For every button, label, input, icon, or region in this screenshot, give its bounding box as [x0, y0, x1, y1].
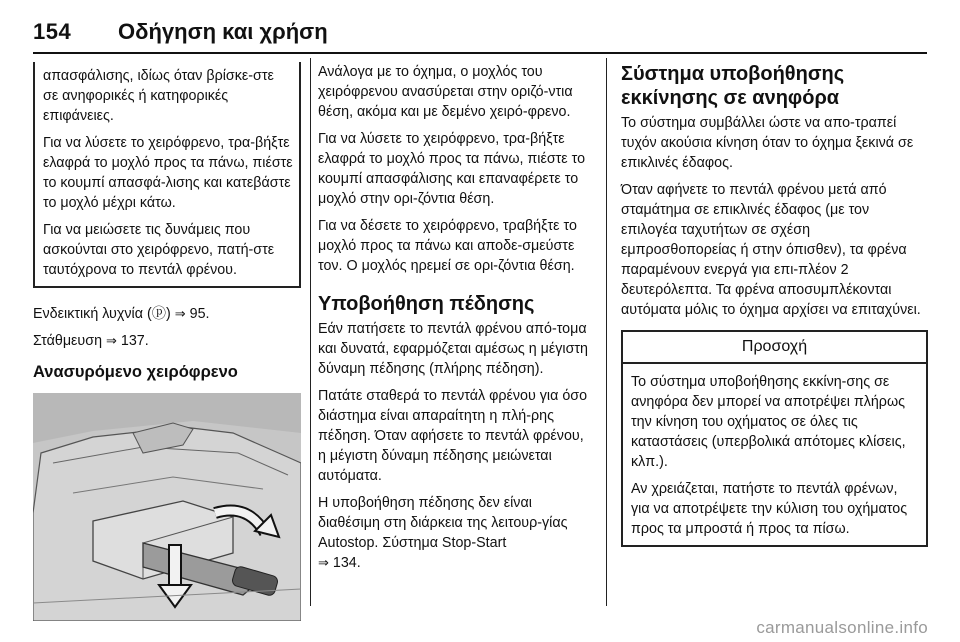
- indicator-reference: Ενδεικτική λυχνία (ⓟ) ⇒ 95.: [33, 306, 210, 322]
- paragraph: Η υποβοήθηση πέδησης δεν είναι διαθέσιμη στη διάρκεια της λειτουρ-γίας Autostop. Σύστημα Stop-Start: [318, 495, 568, 551]
- column-left: [33, 62, 301, 621]
- page-reference-link[interactable]: 134.: [332, 555, 361, 571]
- page-reference-link[interactable]: 137.: [120, 333, 149, 349]
- paragraph: Όταν αφήνετε το πεντάλ φρένου μετά από σταμάτημα σε επικλινές έδαφος (με τον επιλογέα ταχυτήτων σε σχέση εμπροσθοπορείας ή στην όπισθεν), τα φρένα παραμένουν ενεργά για επι-πλέον 2 δευτερόλεπτα. Τα φρένα αποσυμπλέκονται αυτόματα μόλις το όχημα αρχίσει να επιταχύνει.: [621, 182, 921, 318]
- page-reference-link[interactable]: 95.: [189, 306, 210, 322]
- paragraph: Ανάλογα με το όχημα, ο μοχλός του χειρόφρενου ανασύρεται στην οριζό-ντια θέση, ακόμα και με δεμένο χειρό-φρενο.: [318, 64, 573, 120]
- paragraph: απασφάλισης, ιδίως όταν βρίσκε-στε σε ανηφορικές ή κατηφορικές επιφάνειες.: [43, 68, 274, 124]
- column-right: [621, 62, 928, 547]
- caution-body: [623, 364, 926, 545]
- parking-reference: Στάθμευση ⇒ 137.: [33, 333, 149, 349]
- paragraph: Το σύστημα υποβοήθησης εκκίνη-σης σε ανηφόρα δεν μπορεί να αποτρέψει πλήρως την κίνηση του οχήματος σε όλες τις καταστάσεις (υπερβολικά απότομες κλίσεις, κλπ.).: [631, 374, 906, 470]
- watermark: carmanualsonline.info: [756, 618, 928, 637]
- paragraph: Το σύστημα συμβάλλει ώστε να απο-τραπεί τυχόν ακούσια κίνηση όταν το όχημα ξεκινά σε επικλινές έδαφος.: [621, 115, 914, 171]
- section-heading: Ανασυρόμενο χειρόφρενο: [33, 363, 238, 381]
- reference-arrow-icon: ⇒: [106, 333, 117, 348]
- paragraph: Για να λύσετε το χειρόφρενο, τρα-βήξτε ελαφρά το μοχλό προς τα πάνω, πιέστε το κουμπί απασφάλισης και επαναφέρετε το μοχλό στην ορι-ζόντια θέση.: [318, 131, 586, 207]
- paragraph: Για να λύσετε το χειρόφρενο, τρα-βήξτε ελαφρά το μοχλό προς τα πάνω, πιέστε το κουμπί απασφά-λισης και κατεβάστε το μοχλό μέχρι κάτω.: [43, 135, 293, 211]
- page-number: 154: [33, 19, 72, 44]
- handbrake-illustration: [33, 393, 301, 621]
- header-divider: [33, 52, 927, 54]
- brake-indicator-icon: (ⓟ): [146, 306, 171, 322]
- paragraph: Εάν πατήσετε το πεντάλ φρένου από-τομα και δυνατά, εφαρμόζεται αμέσως η μέγιστη δύναμη πέδησης (πλήρης πέδηση).: [318, 321, 589, 377]
- paragraph: Αν χρειάζεται, πατήστε το πεντάλ φρένων, για να αποτρέψετε την κύλιση του οχήματος προς τα μπροστά ή προς τα πίσω.: [631, 481, 908, 537]
- section-heading: Υποβοήθηση πέδησης: [318, 293, 535, 315]
- paragraph: Για να μειώσετε τις δυνάμεις που ασκούνται στο χειρόφρενο, πατή-στε ταυτόχρονα το πεντάλ φρένου.: [43, 222, 275, 278]
- handbrake-lever-drawing: [33, 393, 301, 621]
- column-divider: [606, 58, 607, 606]
- reference-arrow-icon: ⇒: [318, 555, 329, 570]
- reference-arrow-icon: ⇒: [174, 306, 186, 321]
- column-divider: [310, 58, 311, 606]
- paragraph: Για να δέσετε το χειρόφρενο, τραβήξτε το μοχλό προς τα πάνω και αποδε-σμεύστε τον. Ο μοχλός ηρεμεί σε ορι-ζόντια θέση.: [318, 218, 577, 274]
- caution-title: Προσοχή: [623, 332, 926, 364]
- page-reference: [318, 553, 594, 573]
- caution-box: [621, 330, 928, 547]
- page-title: Οδήγηση και χρήση: [118, 19, 328, 44]
- section-heading: Σύστημα υποβοήθησης εκκίνησης σε ανηφόρα: [621, 63, 845, 109]
- continued-caution-box: [33, 62, 301, 288]
- paragraph: Πατάτε σταθερά το πεντάλ φρένου για όσο διάστημα είναι απαραίτητη η πλή-ρης πέδηση. Όταν αφήσετε το πεντάλ φρένου, η μέγιστη δύναμη πέδησης μειώνεται αυτόματα.: [318, 388, 588, 484]
- column-middle: [318, 62, 594, 573]
- page-header: [0, 0, 960, 56]
